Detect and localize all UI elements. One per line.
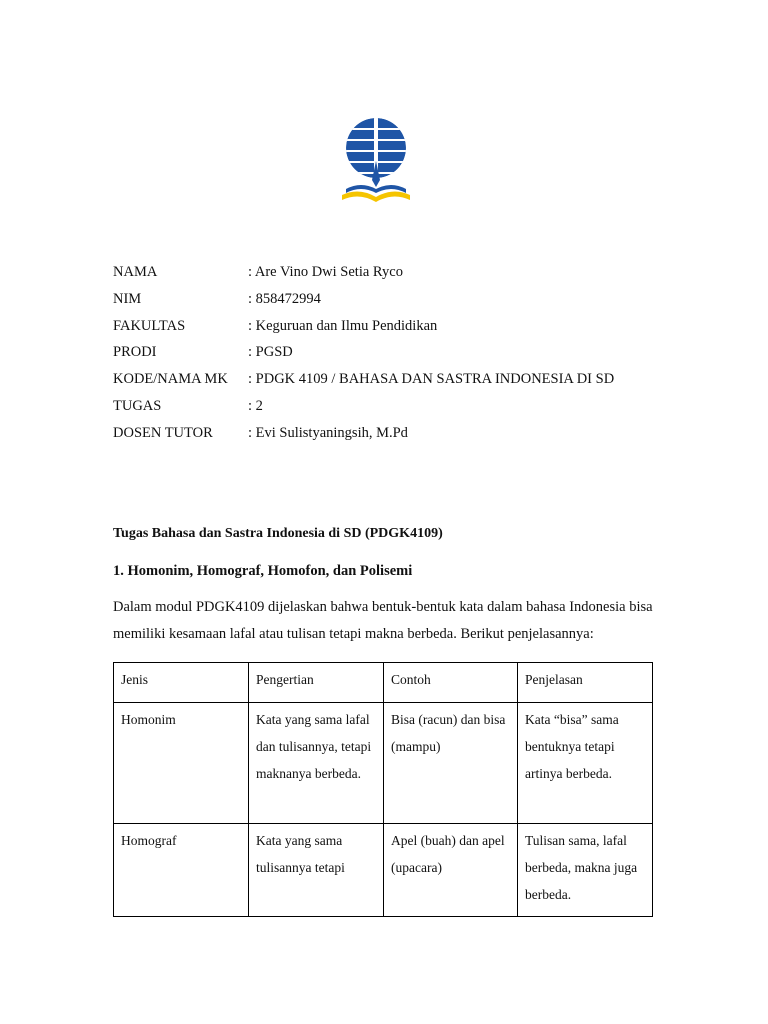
info-value: : 858472994 (248, 290, 321, 307)
info-row-nama (113, 262, 614, 289)
table-cell: Kata “bisa” sama bentuknya tetapi artinya berbeda. (518, 703, 653, 824)
info-label: FAKULTAS (113, 317, 186, 334)
info-value: : PGSD (248, 344, 293, 361)
comparison-table (113, 662, 653, 917)
header-cell: Penjelasan (518, 663, 653, 703)
info-row-prodi (113, 342, 614, 369)
table-cell: Tulisan sama, lafal berbeda, makna juga berbeda. (518, 824, 653, 917)
table-row (114, 703, 653, 824)
info-row-tugas (113, 396, 614, 423)
table-cell: Kata yang sama tulisannya tetapi (249, 824, 384, 917)
info-label: NIM (113, 290, 142, 307)
info-label: KODE/NAMA MK (113, 371, 228, 388)
info-value: : Keguruan dan Ilmu Pendidikan (248, 317, 438, 334)
university-logo (341, 117, 411, 203)
table-header-row (114, 663, 653, 703)
header-cell: Contoh (384, 663, 518, 703)
info-value: : PDGK 4109 / BAHASA DAN SASTRA INDONESIA DI SD (248, 371, 615, 388)
header-cell: Pengertian (249, 663, 384, 703)
section-heading: 1. Homonim, Homograf, Homofon, dan Polisemi (113, 563, 413, 579)
info-row-nim (113, 289, 614, 316)
table-cell: Homograf (114, 824, 249, 917)
student-info (113, 262, 614, 450)
table-row (114, 824, 653, 917)
info-label: NAMA (113, 264, 158, 280)
intro-paragraph: Dalam modul PDGK4109 dijelaskan bahwa bentuk-bentuk kata dalam bahasa Indonesia bisa memiliki kesamaan lafal atau tulisan tetapi makna berbeda. Berikut penjelasannya: (113, 599, 653, 642)
info-row-fakultas (113, 316, 614, 343)
table-cell: Apel (buah) dan apel (upacara) (384, 824, 518, 917)
info-row-kode-mk (113, 369, 614, 396)
info-value: : 2 (248, 397, 263, 414)
info-value: : Are Vino Dwi Setia Ryco (248, 264, 403, 280)
info-label: DOSEN TUTOR (113, 424, 213, 441)
document-title: Tugas Bahasa dan Sastra Indonesia di SD (PDGK4109) (113, 526, 443, 541)
info-row-dosen (113, 423, 614, 450)
table-cell: Homonim (114, 703, 249, 824)
info-value: : Evi Sulistyaningsih, M.Pd (248, 424, 408, 441)
header-cell: Jenis (114, 663, 249, 703)
info-label: PRODI (113, 344, 157, 361)
info-label: TUGAS (113, 397, 162, 414)
table-cell: Kata yang sama lafal dan tulisannya, tetapi maknanya berbeda. (249, 703, 384, 824)
table-cell: Bisa (racun) dan bisa (mampu) (384, 703, 518, 824)
